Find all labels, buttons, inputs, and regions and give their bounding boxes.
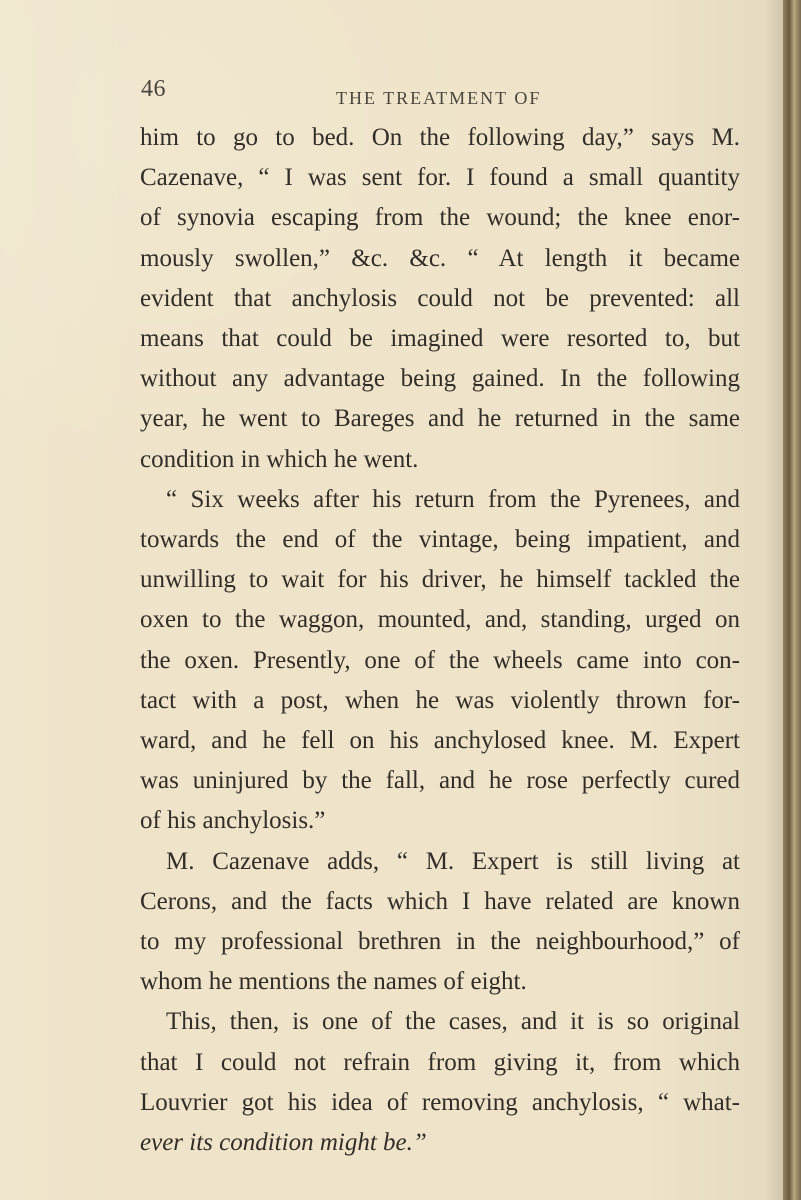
text-line-16: ward, and he fell on his anchylosed knee. M. Expert [140, 727, 740, 755]
text-line-3: of synovia escaping from the wound; the knee enor- [140, 204, 740, 232]
text-line-12: unwilling to wait for his driver, he himself tackled the [140, 566, 740, 594]
text-line-26: ever its condition might be.” [140, 1129, 427, 1157]
text-line-13: oxen to the waggon, mounted, and, standing, urged on [140, 606, 740, 634]
text-line-20: Cerons, and the facts which I have related are known [140, 887, 740, 915]
page-shadow [765, 0, 783, 1200]
page-number: 46 [141, 76, 166, 102]
text-line-24: that I could not refrain from giving it, from which [140, 1048, 740, 1076]
text-line-15: tact with a post, when he was violently thrown for- [140, 686, 740, 714]
text-line-19: M. Cazenave adds, “ M. Expert is still living at [166, 847, 740, 875]
text-line-4: mously swollen,” &c. &c. “ At length it became [140, 244, 740, 272]
text-line-9: condition in which he went. [140, 445, 419, 473]
text-line-8: year, he went to Bareges and he returned in the same [140, 405, 740, 433]
body-text [140, 118, 740, 1163]
text-line-14: the oxen. Presently, one of the wheels came into con- [140, 646, 740, 674]
text-line-10: “ Six weeks after his return from the Pyrenees, and [166, 485, 740, 513]
text-line-21: to my professional brethren in the neighbourhood,” of [140, 928, 740, 956]
text-line-1: him to go to bed. On the following day,” says M. [140, 124, 740, 151]
text-line-23: This, then, is one of the cases, and it is so original [166, 1008, 740, 1036]
text-line-17: was uninjured by the fall, and he rose perfectly cured [140, 767, 740, 795]
text-line-5: evident that anchylosis could not be prevented: all [140, 284, 740, 312]
text-line-7: without any advantage being gained. In the following [140, 365, 740, 393]
text-line-22: whom he mentions the names of eight. [140, 968, 527, 996]
text-line-11: towards the end of the vintage, being impatient, and [140, 526, 740, 554]
text-line-6: means that could be imagined were resorted to, but [140, 325, 740, 353]
book-binding-edge [783, 0, 801, 1200]
text-line-2: Cazenave, “ I was sent for. I found a small quantity [140, 164, 740, 192]
running-head: THE TREATMENT OF [336, 88, 542, 108]
text-line-25: Louvrier got his idea of removing anchylosis, “ what- [140, 1088, 740, 1116]
text-line-18: of his anchylosis.” [140, 807, 326, 835]
